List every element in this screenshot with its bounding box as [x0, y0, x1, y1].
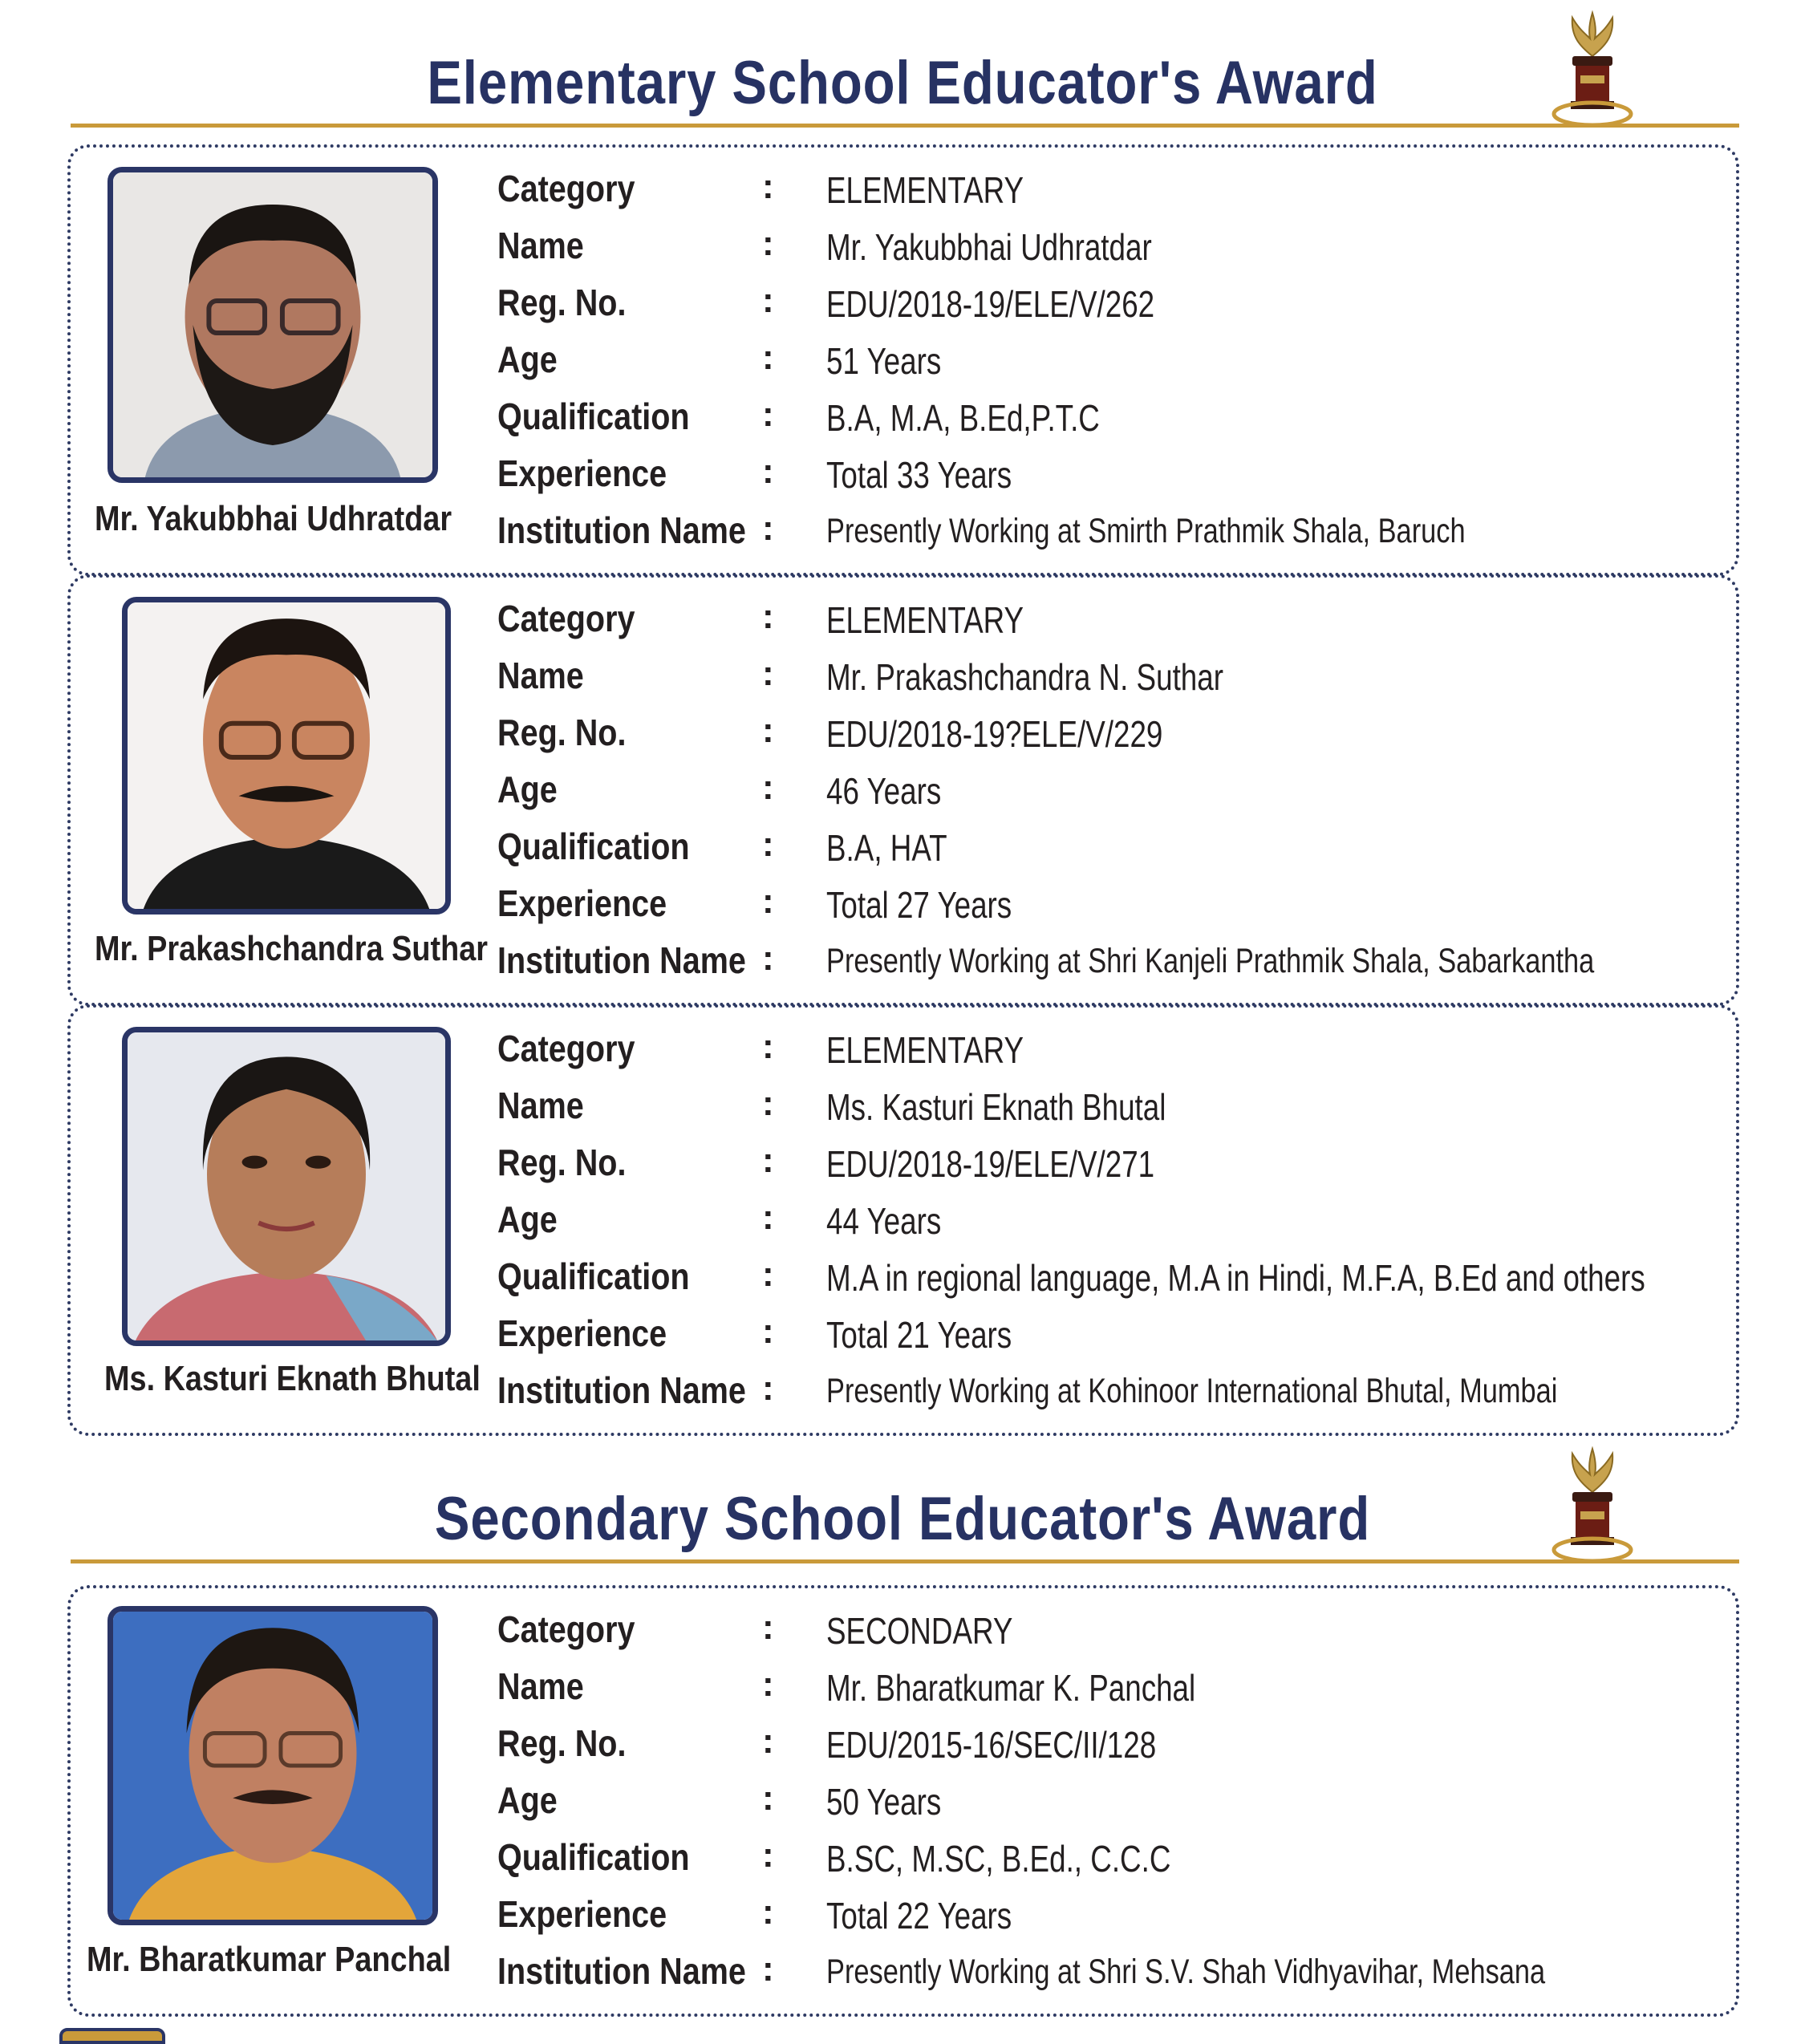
field-value-experience: Total 33 Years	[826, 454, 1012, 496]
field-label: Name	[497, 1665, 584, 1707]
field-label: Qualification	[497, 825, 690, 867]
field-separator: :	[762, 1835, 774, 1875]
field-separator: :	[762, 597, 774, 636]
field-separator: :	[762, 1141, 774, 1180]
field-label: Qualification	[497, 1836, 690, 1878]
field-value-name: Ms. Kasturi Eknath Bhutal	[826, 1086, 1166, 1128]
field-value-qualification: M.A in regional language, M.A in Hindi, M.F.A, B.Ed and others	[826, 1257, 1645, 1299]
awardee-name-caption: Mr. Yakubbhai Udhratdar	[95, 499, 452, 538]
field-label: Category	[497, 598, 635, 639]
field-value-category: ELEMENTARY	[826, 1029, 1024, 1071]
field-value-name: Mr. Yakubbhai Udhratdar	[826, 226, 1152, 268]
field-separator: :	[762, 452, 774, 491]
field-value-experience: Total 27 Years	[826, 884, 1012, 926]
field-label: Experience	[497, 1893, 667, 1935]
field-value-institution: Presently Working at Kohinoor International Bhutal, Mumbai	[826, 1372, 1558, 1410]
awardee-photo	[107, 167, 438, 483]
field-separator: :	[762, 882, 774, 921]
field-label: Age	[497, 769, 558, 810]
awardee-card	[67, 574, 1739, 1006]
field-value-qualification: B.A, M.A, B.Ed,P.T.C	[826, 397, 1100, 439]
trophy-icon	[1548, 1442, 1637, 1563]
field-label: Qualification	[497, 395, 690, 437]
awardee-card	[67, 1585, 1739, 2017]
field-label: Age	[497, 1198, 558, 1240]
field-value-age: 51 Years	[826, 340, 942, 382]
field-value-qualification: B.SC, M.SC, B.Ed., C.C.C	[826, 1838, 1171, 1880]
field-value-reg-no: EDU/2018-19/ELE/V/271	[826, 1143, 1155, 1185]
awardee-card	[67, 1004, 1739, 1436]
field-value-category: ELEMENTARY	[826, 599, 1024, 641]
field-value-name: Mr. Prakashchandra N. Suthar	[826, 656, 1223, 698]
field-value-name: Mr. Bharatkumar K. Panchal	[826, 1667, 1196, 1709]
section-title-secondary: Secondary School Educator's Award	[434, 1485, 1371, 1553]
field-label: Institution Name	[497, 1950, 746, 1992]
field-value-reg-no: EDU/2018-19/ELE/V/262	[826, 283, 1155, 325]
field-separator: :	[762, 1084, 774, 1123]
field-label: Age	[497, 339, 558, 380]
field-separator: :	[762, 1722, 774, 1761]
field-label: Category	[497, 1028, 635, 1069]
field-separator: :	[762, 939, 774, 978]
field-value-qualification: B.A, HAT	[826, 827, 947, 869]
field-separator: :	[762, 1778, 774, 1818]
field-value-institution: Presently Working at Smirth Prathmik Shala, Baruch	[826, 512, 1466, 550]
field-value-age: 44 Years	[826, 1200, 942, 1242]
field-value-age: 46 Years	[826, 770, 942, 812]
field-separator: :	[762, 1369, 774, 1408]
field-label: Experience	[497, 882, 667, 924]
field-label: Reg. No.	[497, 282, 627, 323]
field-value-institution: Presently Working at Shri S.V. Shah Vidhyavihar, Mehsana	[826, 1953, 1546, 1991]
field-separator: :	[762, 395, 774, 434]
field-separator: :	[762, 167, 774, 206]
field-label: Experience	[497, 1312, 667, 1354]
field-label: Institution Name	[497, 939, 746, 981]
field-value-experience: Total 21 Years	[826, 1314, 1012, 1356]
awardee-photo	[107, 1606, 438, 1925]
field-separator: :	[762, 1255, 774, 1294]
trophy-icon	[1548, 6, 1637, 127]
field-label: Reg. No.	[497, 1142, 627, 1183]
field-value-category: ELEMENTARY	[826, 169, 1024, 211]
field-label: Name	[497, 225, 584, 266]
field-separator: :	[762, 825, 774, 864]
field-value-reg-no: EDU/2015-16/SEC/II/128	[826, 1724, 1157, 1766]
awardee-card	[67, 144, 1739, 576]
field-label: Category	[497, 168, 635, 209]
field-value-experience: Total 22 Years	[826, 1895, 1012, 1937]
field-label: Reg. No.	[497, 712, 627, 753]
awardee-name-caption: Mr. Bharatkumar Panchal	[87, 1940, 452, 1979]
page-tab-edge	[59, 2028, 165, 2044]
field-separator: :	[762, 1608, 774, 1647]
divider	[71, 124, 1739, 128]
awardee-name-caption: Ms. Kasturi Eknath Bhutal	[104, 1359, 481, 1398]
field-separator: :	[762, 509, 774, 548]
field-value-reg-no: EDU/2018-19?ELE/V/229	[826, 713, 1163, 755]
field-label: Age	[497, 1779, 558, 1821]
field-separator: :	[762, 1312, 774, 1351]
field-separator: :	[762, 768, 774, 807]
field-label: Name	[497, 655, 584, 696]
field-label: Category	[497, 1608, 635, 1650]
field-separator: :	[762, 1949, 774, 1989]
awardee-photo	[122, 1027, 451, 1346]
field-value-category: SECONDARY	[826, 1610, 1013, 1652]
field-label: Qualification	[497, 1255, 690, 1297]
field-separator: :	[762, 1198, 774, 1237]
field-separator: :	[762, 224, 774, 263]
field-label: Reg. No.	[497, 1722, 627, 1764]
field-label: Experience	[497, 452, 667, 494]
field-value-age: 50 Years	[826, 1781, 942, 1823]
field-separator: :	[762, 1892, 774, 1932]
field-label: Name	[497, 1085, 584, 1126]
field-separator: :	[762, 1027, 774, 1066]
field-separator: :	[762, 711, 774, 750]
field-label: Institution Name	[497, 1369, 746, 1411]
field-separator: :	[762, 338, 774, 377]
divider	[71, 1559, 1739, 1563]
field-label: Institution Name	[497, 509, 746, 551]
awardee-name-caption: Mr. Prakashchandra Suthar	[95, 929, 488, 968]
field-value-institution: Presently Working at Shri Kanjeli Prathmik Shala, Sabarkantha	[826, 942, 1595, 980]
awardee-photo	[122, 597, 451, 915]
field-separator: :	[762, 654, 774, 693]
field-separator: :	[762, 1665, 774, 1704]
field-separator: :	[762, 281, 774, 320]
section-title-elementary: Elementary School Educator's Award	[427, 49, 1378, 117]
